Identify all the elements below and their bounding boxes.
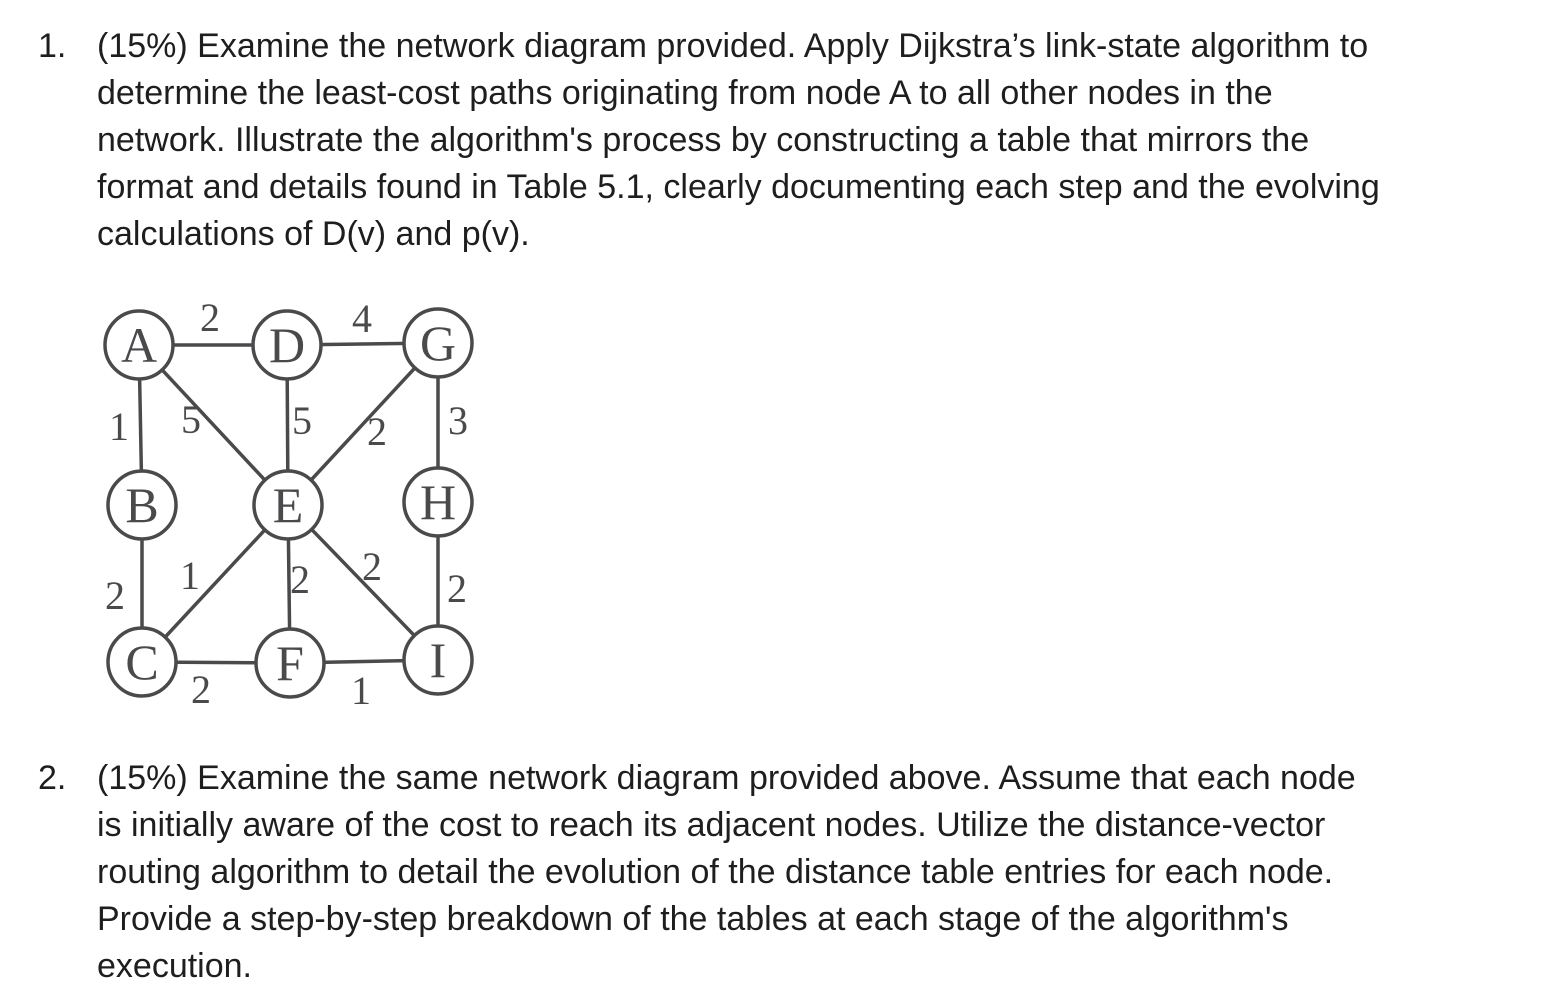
node-H-label: H [419,474,457,530]
edge-C-F-weight: 2 [191,667,211,712]
edge-E-F-weight: 2 [290,557,310,602]
edge-C-E-weight: 1 [180,553,200,598]
node-C-label: C [125,634,159,690]
question-text-line: routing algorithm to detail the evolution of the distance table entries for each node. [97,853,1334,891]
edge-B-C-weight: 2 [105,573,125,618]
question-text-line: is initially aware of the cost to reach its adjacent nodes. Utilize the distance-vector [97,806,1326,844]
node-B-label: B [125,477,159,533]
question-text-line: (15%) Examine the network diagram provided. Apply Dijkstra’s link-state algorithm to [97,27,1369,65]
edge-F-I-weight: 1 [351,668,371,713]
network-diagram [80,290,540,720]
edge-E-I-weight: 2 [362,544,382,589]
edge-D-E-weight: 5 [292,398,312,443]
node-G-label: G [419,315,457,371]
node-D-label: D [268,317,306,373]
question-text-line: Provide a step-by-step breakdown of the tables at each stage of the algorithm's [97,900,1289,938]
node-E-label: E [272,477,304,533]
node-F-label: F [276,635,304,691]
edge-A-B-weight: 1 [109,404,129,449]
question-text-line: (15%) Examine the same network diagram provided above. Assume that each node [97,759,1356,797]
edge-H-I-weight: 2 [447,566,467,611]
edge-A-E-weight: 5 [181,397,201,442]
question-text-line: network. Illustrate the algorithm's process by constructing a table that mirrors the [97,121,1310,159]
node-I-label: I [429,632,447,688]
question-text-line: execution. [97,947,252,985]
question-text-line: format and details found in Table 5.1, clearly documenting each step and the evolving [97,168,1380,206]
question-1-number: 1. [38,27,67,65]
question-2-text [97,755,1507,990]
node-A-label: A [120,317,158,373]
question-text-line: determine the least-cost paths originating from node A to all other nodes in the [97,74,1273,112]
edge-G-H-weight: 3 [448,398,468,443]
question-2-number: 2. [38,759,67,797]
edge-D-G-weight: 4 [352,296,372,341]
edge-G-E-weight: 2 [367,409,387,454]
question-1-text [97,23,1507,258]
edge-A-D-weight: 2 [200,295,220,340]
question-text-line: calculations of D(v) and p(v). [97,215,530,253]
